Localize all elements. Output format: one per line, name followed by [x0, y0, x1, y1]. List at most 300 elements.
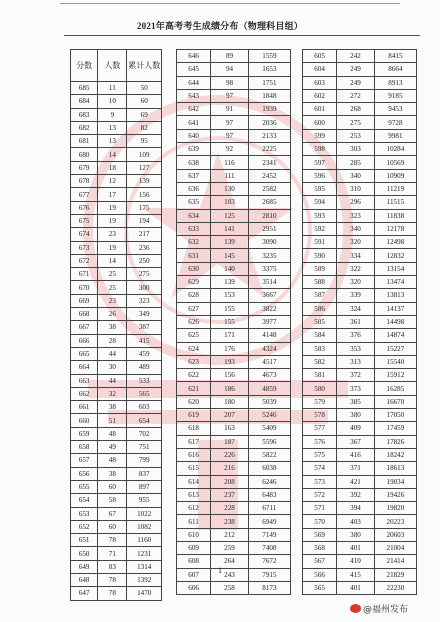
cumulative-cell: 9728 — [374, 116, 416, 129]
table-row — [177, 129, 291, 142]
score-cell: 651 — [71, 534, 98, 547]
score-cell: 567 — [303, 555, 337, 568]
score-cell: 668 — [71, 308, 98, 321]
score-cell: 597 — [303, 156, 337, 169]
score-cell: 623 — [177, 355, 211, 368]
score-cell: 661 — [71, 401, 98, 414]
table-row — [177, 355, 291, 368]
cumulative-cell: 300 — [127, 281, 162, 294]
table-row — [177, 581, 291, 594]
score-cell: 616 — [177, 448, 211, 461]
cumulative-cell: 2036 — [248, 116, 290, 129]
cumulative-cell: 50 — [127, 82, 162, 95]
count-cell: 18 — [98, 161, 127, 174]
table-header-row — [71, 50, 162, 82]
count-cell: 14 — [98, 148, 127, 161]
cumulative-cell: 8913 — [374, 76, 416, 89]
score-cell: 642 — [177, 103, 211, 116]
count-cell: 94 — [211, 63, 249, 76]
score-cell: 660 — [71, 414, 98, 427]
table-row — [71, 108, 162, 121]
table-row — [303, 475, 417, 488]
table-row — [177, 369, 291, 382]
table-row — [177, 541, 291, 554]
table-row — [177, 409, 291, 422]
count-cell: 97 — [211, 129, 249, 142]
count-cell: 89 — [211, 50, 249, 63]
table-row — [71, 188, 162, 201]
score-cell: 575 — [303, 448, 337, 461]
count-cell: 49 — [98, 441, 127, 454]
score-cell: 571 — [303, 502, 337, 515]
table-row — [303, 276, 417, 289]
table-row — [303, 50, 417, 63]
table-row — [303, 395, 417, 408]
score-cell: 585 — [303, 315, 337, 328]
score-cell: 678 — [71, 175, 98, 188]
score-cell: 652 — [71, 520, 98, 533]
score-cell: 582 — [303, 355, 337, 368]
score-cell: 591 — [303, 236, 337, 249]
score-cell: 614 — [177, 475, 211, 488]
score-cell: 670 — [71, 281, 98, 294]
cumulative-cell: 18242 — [374, 448, 416, 461]
score-cell: 677 — [71, 188, 98, 201]
cumulative-cell: 4859 — [248, 382, 290, 395]
score-cell: 650 — [71, 547, 98, 560]
table-row — [303, 409, 417, 422]
weibo-credit-text: @福州发布 — [363, 605, 409, 615]
count-cell: 208 — [211, 475, 249, 488]
table-row — [71, 254, 162, 267]
score-cell: 612 — [177, 502, 211, 515]
cumulative-cell: 22230 — [374, 581, 416, 594]
count-cell: 237 — [211, 488, 249, 501]
score-cell: 672 — [71, 254, 98, 267]
cumulative-cell: 5822 — [248, 448, 290, 461]
score-cell: 565 — [303, 581, 337, 594]
score-cell: 617 — [177, 435, 211, 448]
count-cell: 313 — [337, 355, 375, 368]
cumulative-cell: 17826 — [374, 435, 416, 448]
cumulative-cell: 21414 — [374, 555, 416, 568]
table-row — [71, 427, 162, 440]
table-row — [71, 507, 162, 520]
score-cell: 620 — [177, 395, 211, 408]
count-cell: 153 — [211, 289, 249, 302]
cumulative-cell: 415 — [127, 334, 162, 347]
cumulative-cell: 1022 — [127, 507, 162, 520]
table-row — [71, 374, 162, 387]
score-cell: 665 — [71, 347, 98, 360]
cumulative-cell: 4324 — [248, 342, 290, 355]
count-cell: 249 — [337, 76, 375, 89]
cumulative-cell: 1559 — [248, 50, 290, 63]
table-row — [71, 214, 162, 227]
table-row — [71, 294, 162, 307]
count-cell: 324 — [337, 302, 375, 315]
count-cell: 51 — [98, 414, 127, 427]
count-cell: 322 — [337, 262, 375, 275]
count-cell: 403 — [337, 515, 375, 528]
weibo-credit — [350, 602, 408, 615]
score-cell: 618 — [177, 422, 211, 435]
table-row — [71, 241, 162, 254]
score-cell: 647 — [71, 587, 98, 600]
cumulative-cell: 6949 — [248, 515, 290, 528]
score-cell: 609 — [177, 541, 211, 554]
cumulative-cell: 1231 — [127, 547, 162, 560]
score-cell: 643 — [177, 89, 211, 102]
table-row — [303, 369, 417, 382]
cumulative-cell: 2452 — [248, 169, 290, 182]
count-cell: 163 — [211, 422, 249, 435]
count-cell: 13 — [98, 121, 127, 134]
cumulative-cell: 11219 — [374, 182, 416, 195]
cumulative-cell: 15540 — [374, 355, 416, 368]
table-row — [303, 103, 417, 116]
count-cell: 44 — [98, 347, 127, 360]
score-cell: 627 — [177, 302, 211, 315]
cumulative-cell: 12178 — [374, 222, 416, 235]
score-cell: 611 — [177, 515, 211, 528]
count-cell: 92 — [211, 143, 249, 156]
cumulative-cell: 603 — [127, 401, 162, 414]
count-cell: 415 — [337, 568, 375, 581]
score-cell: 641 — [177, 116, 211, 129]
score-cell: 573 — [303, 475, 337, 488]
count-cell: 14 — [98, 254, 127, 267]
cumulative-cell: 194 — [127, 214, 162, 227]
count-cell: 376 — [337, 329, 375, 342]
count-cell: 339 — [337, 289, 375, 302]
cumulative-cell: 12832 — [374, 249, 416, 262]
table-row — [303, 116, 417, 129]
score-cell: 624 — [177, 342, 211, 355]
table-row — [177, 249, 291, 262]
table-row — [71, 161, 162, 174]
cumulative-cell: 1653 — [248, 63, 290, 76]
score-cell: 595 — [303, 182, 337, 195]
count-cell: 401 — [337, 581, 375, 594]
score-cell: 587 — [303, 289, 337, 302]
cumulative-cell: 1082 — [127, 520, 162, 533]
table-row — [177, 462, 291, 475]
table-row — [71, 95, 162, 108]
cumulative-cell: 139 — [127, 175, 162, 188]
count-cell: 385 — [337, 395, 375, 408]
table-row — [177, 103, 291, 116]
score-cell: 593 — [303, 209, 337, 222]
count-cell: 17 — [98, 188, 127, 201]
count-cell: 78 — [98, 534, 127, 547]
table-row — [303, 156, 417, 169]
count-cell: 320 — [337, 276, 375, 289]
count-cell: 83 — [98, 560, 127, 573]
cumulative-cell: 21829 — [374, 568, 416, 581]
score-cell: 640 — [177, 129, 211, 142]
header-score: 分数 — [71, 50, 98, 82]
cumulative-cell: 4517 — [248, 355, 290, 368]
cumulative-cell: 1160 — [127, 534, 162, 547]
cumulative-cell: 11515 — [374, 196, 416, 209]
table-row — [71, 414, 162, 427]
score-cell: 684 — [71, 95, 98, 108]
cumulative-cell: 1392 — [127, 573, 162, 586]
cumulative-cell: 14874 — [374, 329, 416, 342]
table-row — [71, 573, 162, 586]
table-row — [177, 50, 291, 63]
cumulative-cell: 6038 — [248, 462, 290, 475]
count-cell: 186 — [211, 382, 249, 395]
count-cell: 78 — [98, 587, 127, 600]
score-cell: 578 — [303, 409, 337, 422]
cumulative-cell: 2133 — [248, 129, 290, 142]
header-count: 人数 — [98, 50, 127, 82]
table-row — [177, 422, 291, 435]
count-cell: 367 — [337, 435, 375, 448]
score-cell: 644 — [177, 76, 211, 89]
score-cell: 588 — [303, 276, 337, 289]
count-cell: 155 — [211, 315, 249, 328]
cumulative-cell: 21004 — [374, 541, 416, 554]
page-number: 1 — [218, 566, 222, 575]
table-row — [303, 541, 417, 554]
cumulative-cell: 702 — [127, 427, 162, 440]
score-cell: 663 — [71, 374, 98, 387]
table-row — [177, 156, 291, 169]
cumulative-cell: 5246 — [248, 409, 290, 422]
table-row — [303, 169, 417, 182]
score-cell: 607 — [177, 568, 211, 581]
score-cell: 584 — [303, 329, 337, 342]
score-cell: 666 — [71, 334, 98, 347]
score-cell: 619 — [177, 409, 211, 422]
cumulative-cell: 837 — [127, 467, 162, 480]
table-row — [177, 182, 291, 195]
table-row — [177, 502, 291, 515]
table-row — [71, 494, 162, 507]
count-cell: 28 — [98, 334, 127, 347]
score-cell: 662 — [71, 387, 98, 400]
table-row — [303, 315, 417, 328]
cumulative-cell: 95 — [127, 135, 162, 148]
score-cell: 602 — [303, 89, 337, 102]
score-cell: 635 — [177, 196, 211, 209]
cumulative-cell: 13154 — [374, 262, 416, 275]
table-row — [303, 249, 417, 262]
score-table-column-1 — [70, 49, 162, 601]
table-row — [177, 276, 291, 289]
cumulative-cell: 3977 — [248, 315, 290, 328]
cumulative-cell: 533 — [127, 374, 162, 387]
table-row — [177, 209, 291, 222]
cumulative-cell: 156 — [127, 188, 162, 201]
cumulative-cell: 3822 — [248, 302, 290, 315]
count-cell: 78 — [98, 573, 127, 586]
table-row — [71, 347, 162, 360]
count-cell: 268 — [337, 103, 375, 116]
count-cell: 12 — [98, 175, 127, 188]
count-cell: 60 — [98, 480, 127, 493]
score-cell: 581 — [303, 369, 337, 382]
cumulative-cell: 82 — [127, 121, 162, 134]
table-row — [71, 547, 162, 560]
count-cell: 116 — [211, 156, 249, 169]
table-row — [177, 169, 291, 182]
score-cell: 657 — [71, 454, 98, 467]
cumulative-cell: 7408 — [248, 541, 290, 554]
count-cell: 97 — [211, 89, 249, 102]
table-row — [303, 342, 417, 355]
count-cell: 238 — [211, 515, 249, 528]
table-row — [71, 467, 162, 480]
cumulative-cell: 5039 — [248, 395, 290, 408]
cumulative-cell: 9453 — [374, 103, 416, 116]
score-table-column-3 — [302, 49, 417, 595]
score-cell: 633 — [177, 222, 211, 235]
score-cell: 622 — [177, 369, 211, 382]
table-row — [177, 395, 291, 408]
count-cell: 409 — [337, 422, 375, 435]
count-cell: 242 — [337, 50, 375, 63]
cumulative-cell: 217 — [127, 228, 162, 241]
score-cell: 589 — [303, 262, 337, 275]
cumulative-cell: 2810 — [248, 209, 290, 222]
count-cell: 140 — [211, 262, 249, 275]
table-row — [177, 236, 291, 249]
cumulative-cell: 20223 — [374, 515, 416, 528]
score-cell: 630 — [177, 262, 211, 275]
cumulative-cell: 60 — [127, 95, 162, 108]
cumulative-cell: 16285 — [374, 382, 416, 395]
cumulative-cell: 3235 — [248, 249, 290, 262]
cumulative-cell: 10569 — [374, 156, 416, 169]
score-cell: 656 — [71, 467, 98, 480]
count-cell: 103 — [211, 196, 249, 209]
count-cell: 48 — [98, 454, 127, 467]
score-cell: 590 — [303, 249, 337, 262]
cumulative-cell: 1939 — [248, 103, 290, 116]
score-cell: 638 — [177, 156, 211, 169]
cumulative-cell: 13813 — [374, 289, 416, 302]
cumulative-cell: 489 — [127, 361, 162, 374]
weibo-icon — [350, 604, 361, 613]
cumulative-cell: 3090 — [248, 236, 290, 249]
score-cell: 654 — [71, 494, 98, 507]
cumulative-cell: 2685 — [248, 196, 290, 209]
cumulative-cell: 323 — [127, 294, 162, 307]
cumulative-cell: 1751 — [248, 76, 290, 89]
table-row — [177, 475, 291, 488]
score-cell: 606 — [177, 581, 211, 594]
score-cell: 610 — [177, 528, 211, 541]
score-cell: 659 — [71, 427, 98, 440]
cumulative-cell: 2225 — [248, 143, 290, 156]
score-cell: 576 — [303, 435, 337, 448]
score-cell: 568 — [303, 541, 337, 554]
table-row — [177, 116, 291, 129]
cumulative-cell: 14498 — [374, 315, 416, 328]
cumulative-cell: 10284 — [374, 143, 416, 156]
cumulative-cell: 6711 — [248, 502, 290, 515]
count-cell: 176 — [211, 342, 249, 355]
count-cell: 416 — [337, 448, 375, 461]
cumulative-cell: 16670 — [374, 395, 416, 408]
score-cell: 682 — [71, 121, 98, 134]
score-cell: 676 — [71, 201, 98, 214]
cumulative-cell: 275 — [127, 268, 162, 281]
table-row — [303, 89, 417, 102]
table-row — [71, 387, 162, 400]
cumulative-cell: 2951 — [248, 222, 290, 235]
cumulative-cell: 15912 — [374, 369, 416, 382]
score-cell: 681 — [71, 135, 98, 148]
cumulative-cell: 1470 — [127, 587, 162, 600]
score-cell: 632 — [177, 236, 211, 249]
count-cell: 145 — [211, 249, 249, 262]
score-cell: 599 — [303, 129, 337, 142]
count-cell: 243 — [211, 568, 249, 581]
table-row — [71, 454, 162, 467]
count-cell: 303 — [337, 143, 375, 156]
table-row — [177, 302, 291, 315]
cumulative-cell: 387 — [127, 321, 162, 334]
count-cell: 125 — [211, 209, 249, 222]
table-row — [71, 135, 162, 148]
table-row — [177, 515, 291, 528]
title-underline — [64, 35, 420, 36]
count-cell: 340 — [337, 169, 375, 182]
count-cell: 25 — [98, 268, 127, 281]
count-cell: 11 — [98, 82, 127, 95]
table-row — [71, 201, 162, 214]
table-row — [303, 289, 417, 302]
cumulative-cell: 18613 — [374, 462, 416, 475]
table-row — [71, 520, 162, 533]
table-row — [177, 76, 291, 89]
score-cell: 673 — [71, 241, 98, 254]
table-row — [71, 148, 162, 161]
count-cell: 380 — [337, 528, 375, 541]
table-row — [71, 321, 162, 334]
cumulative-cell: 14137 — [374, 302, 416, 315]
count-cell: 258 — [211, 581, 249, 594]
cumulative-cell: 565 — [127, 387, 162, 400]
cumulative-cell: 7672 — [248, 555, 290, 568]
score-cell: 629 — [177, 276, 211, 289]
count-cell: 155 — [211, 302, 249, 315]
count-cell: 26 — [98, 308, 127, 321]
cumulative-cell: 6483 — [248, 488, 290, 501]
score-cell: 680 — [71, 148, 98, 161]
score-cell: 685 — [71, 82, 98, 95]
count-cell: 275 — [337, 116, 375, 129]
count-cell: 334 — [337, 249, 375, 262]
score-cell: 596 — [303, 169, 337, 182]
score-cell: 603 — [303, 76, 337, 89]
score-cell: 608 — [177, 555, 211, 568]
score-cell: 626 — [177, 315, 211, 328]
count-cell: 187 — [211, 435, 249, 448]
cumulative-cell: 175 — [127, 201, 162, 214]
count-cell: 410 — [337, 555, 375, 568]
score-cell: 570 — [303, 515, 337, 528]
count-cell: 10 — [98, 95, 127, 108]
cumulative-cell: 17050 — [374, 409, 416, 422]
cumulative-cell: 15227 — [374, 342, 416, 355]
count-cell: 310 — [337, 182, 375, 195]
